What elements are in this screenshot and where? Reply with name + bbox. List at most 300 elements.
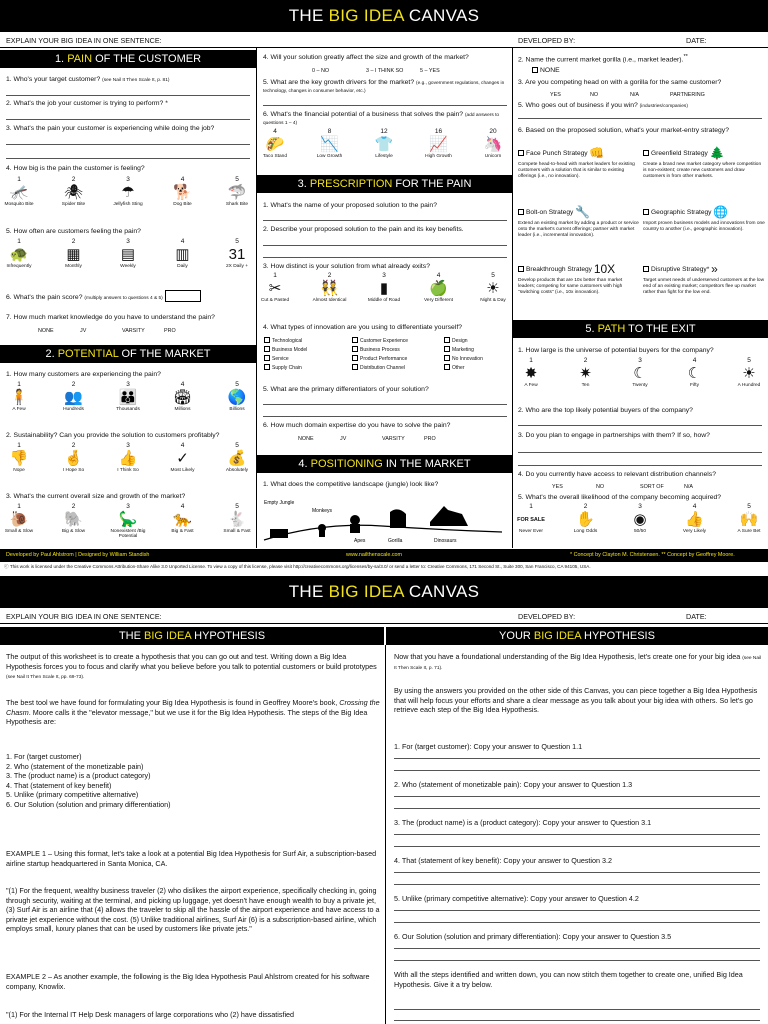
scale-option-thousands[interactable] <box>109 381 147 412</box>
dog-bite-icon: 🐕 <box>173 183 192 201</box>
scale-label: Cut & Pasted <box>260 297 290 303</box>
checkbox-other[interactable] <box>444 364 510 371</box>
answer-line[interactable] <box>394 846 760 847</box>
scale-option-absolutely[interactable] <box>218 442 256 473</box>
answer-line[interactable] <box>394 1020 760 1021</box>
strategy-name: Bolt-on Strategy <box>526 209 574 216</box>
acquisition-likelihood-scale[interactable] <box>512 503 768 534</box>
checkbox-square[interactable] <box>264 364 270 370</box>
strategy-description: Import proven business models and innovations from one country to another (i.e., geographic innovation). <box>643 221 765 233</box>
financial-potential-scale[interactable] <box>256 128 512 159</box>
hypothesis-right-header: YOUR BIG IDEA HYPOTHESIS <box>386 627 768 645</box>
option-n-a[interactable]: N/A <box>630 92 639 98</box>
scale-label: A Hundred <box>737 382 761 388</box>
right-q2: 2. Name the current market gorilla (i.e., market leader).** <box>518 54 688 64</box>
example-2-intro: EXAMPLE 2 – As another example, the following is the Big Idea Hypothesis Paul Ahlstrom created for his software company, Knowlix. <box>6 972 370 991</box>
scale-option-dog-bite[interactable] <box>164 176 202 207</box>
monthly-icon: ▦ <box>66 245 81 263</box>
developed-by-label: DEVELOPED BY: <box>518 612 576 621</box>
scale-label: Small & Slow <box>4 528 34 534</box>
hypothesis-steps-list <box>6 752 380 809</box>
scale-option-twenty[interactable] <box>621 357 659 388</box>
answer-line[interactable] <box>6 144 250 145</box>
path-q4: 4. Do you currently have access to relevant distribution channels? <box>518 471 716 478</box>
face-punch-strategy-icon: 👊 <box>589 146 605 160</box>
big-fast-icon: 🐆 <box>173 510 192 528</box>
market-affect-options[interactable] <box>312 68 492 74</box>
scale-number: 4 <box>180 503 185 510</box>
explain-label: EXPLAIN YOUR BIG IDEA IN ONE SENTENCE: <box>6 36 162 45</box>
answer-line[interactable] <box>518 465 762 466</box>
strategy-checkbox[interactable] <box>518 209 524 215</box>
checkbox-square[interactable] <box>264 355 270 361</box>
distinctness-scale[interactable] <box>256 272 512 303</box>
distribution-options[interactable] <box>552 484 752 490</box>
small-slow-icon: 🐌 <box>9 510 29 528</box>
checkbox-label: Supply Chain <box>272 365 302 371</box>
checkbox-square[interactable] <box>352 346 358 352</box>
option-partnering[interactable]: PARTNERING <box>670 92 705 98</box>
option-varsity[interactable]: VARSITY <box>122 328 145 334</box>
option-yes[interactable]: YES <box>552 484 563 490</box>
page-footer <box>0 549 768 562</box>
scale-label: Thousands <box>116 406 140 412</box>
license-text: ⓒ This work is licensed under the Creative Commons Attribution-Share Alike 3.0 Unported License. To view a copy of this license, please visit http://creativecommons.org/licenses/by-sa/3.0/ or send a letter to: Creative Commons, 171 Second St., Suite 300, San Francisco, CA 94105, USA. <box>4 564 591 569</box>
checkbox-business-model[interactable] <box>264 346 352 353</box>
answer-line[interactable] <box>263 257 507 258</box>
checkbox-product-performance[interactable] <box>352 355 444 362</box>
example-1-quote: "(1) For the frequent, wealthy business traveler (2) who dislikes the airport experience, specifically checking in, going through security, waiting at the terminal, and picking up luggage, yet doesn't have enough wealth to buy a private jet, (3) Surf Air is an airline that (4) allows the traveler to skip all the hassle of the airport experience and have access to a private jet experience without the cost. (5) Unlike traditional airlines, Surf Air (6) is a subscription-based airline, which employs small, luxury planes that can be used by customers like private jets." <box>6 886 380 933</box>
long-odds-icon: ✋ <box>576 510 595 528</box>
scale-option-jellyfish-sting[interactable] <box>109 176 147 207</box>
scale-number: 3 <box>126 238 130 245</box>
answer-line[interactable] <box>263 416 507 417</box>
strategy-disruptive-strategy[interactable] <box>643 262 765 296</box>
option-sort-of[interactable]: SORT OF <box>640 484 664 490</box>
developed-by-label: DEVELOPED BY: <box>518 36 576 45</box>
sustainability-scale[interactable] <box>0 442 256 473</box>
mid-q4: 4. Will your solution greatly affect the size and growth of the market? <box>263 54 469 61</box>
prescription-q5: 5. What are the primary differentiators of your solution? <box>263 386 429 393</box>
scale-number: 2 <box>71 238 76 245</box>
strategy-checkbox[interactable] <box>518 150 524 156</box>
scale-option-hundreds[interactable] <box>55 381 93 412</box>
scale-option-50-50[interactable] <box>621 503 659 534</box>
buyer-universe-scale[interactable] <box>512 357 768 388</box>
scale-label: Night & Day <box>480 297 506 303</box>
checkbox-technological[interactable] <box>264 337 352 344</box>
greenfield-strategy-icon: 🌲 <box>709 146 725 160</box>
scale-number: 2 <box>583 503 588 510</box>
2x-daily-icon: 31 <box>228 245 246 263</box>
step-item: 6. Our Solution (solution and primary differentiation) <box>6 799 171 809</box>
shark-bite-icon: 🦈 <box>227 183 247 201</box>
answer-line[interactable] <box>394 1009 760 1010</box>
scale-label: Almost Identical <box>312 297 347 303</box>
checkbox-customer-experience[interactable] <box>352 337 444 344</box>
mid-q5: 5. What are the key growth drivers for the market? (e.g., government regulations, changes in technology, changes in consumer behavior, etc.) <box>263 79 505 95</box>
customer-count-scale[interactable] <box>0 381 256 412</box>
scale-label: Dog Bite <box>173 201 192 207</box>
scale-number: 2 <box>71 381 76 388</box>
column-divider <box>512 48 513 548</box>
scale-option-small-slow[interactable] <box>0 503 38 539</box>
competing-options[interactable] <box>550 92 750 98</box>
positioning-section-header: 4. POSITIONING IN THE MARKET <box>257 455 512 473</box>
fill-in-item: 2. Who (statement of monetizable pain): Copy your answer to Question 1.3 <box>394 780 633 789</box>
scale-option-long-odds[interactable] <box>567 503 605 534</box>
checkbox-square[interactable] <box>352 355 358 361</box>
a-hundred-icon: ☀ <box>742 364 756 382</box>
option-no[interactable]: NO <box>590 92 599 98</box>
checkbox-label: Customer Experience <box>360 338 409 344</box>
option-no[interactable]: NO <box>596 484 605 490</box>
bolt-on-strategy-icon: 🔧 <box>575 205 591 219</box>
scale-option-almost-identical[interactable] <box>311 272 349 303</box>
scale-label: Never Ever <box>519 528 543 534</box>
market-knowledge-options[interactable] <box>38 328 238 334</box>
domain-expertise-options[interactable] <box>298 436 498 442</box>
scale-option-i-think-so[interactable] <box>109 442 147 473</box>
taco-stand-icon: 🌮 <box>265 135 285 153</box>
hundreds-icon: 👥 <box>64 388 83 406</box>
right-q5: 5. Who goes out of business if you win? (industries/companies) <box>518 102 688 109</box>
scale-label: Shark Bite <box>225 201 249 207</box>
checkbox-square[interactable] <box>444 355 450 361</box>
scale-option-unicorn[interactable] <box>474 128 512 159</box>
scale-number: 3 <box>126 442 130 449</box>
scale-label: Big & Slow <box>61 528 86 534</box>
option-varsity[interactable]: VARSITY <box>382 436 405 442</box>
date-label: DATE: <box>686 36 707 45</box>
step-item: 4. That (statement of key benefit) <box>6 780 112 790</box>
answer-line[interactable] <box>394 770 760 771</box>
scale-option-very-likely[interactable] <box>676 503 714 534</box>
billions-icon: 🌎 <box>227 388 247 406</box>
scale-option-a-hundred[interactable] <box>730 357 768 388</box>
checkbox-square[interactable] <box>444 337 450 343</box>
gorilla-none-option[interactable]: NONE <box>532 67 560 75</box>
strategy-face-punch-strategy[interactable] <box>518 146 640 180</box>
a-sure-bet-icon: 🙌 <box>739 510 759 528</box>
strategy-name: Disruptive Strategy* <box>651 266 710 273</box>
answer-line[interactable] <box>394 922 760 923</box>
scale-label: 50/50 <box>633 528 646 534</box>
scale-label: Big & Fast <box>171 528 194 534</box>
scale-option-monthly[interactable] <box>55 238 93 269</box>
scale-label: Mosquito Bite <box>4 201 34 207</box>
checkbox-square[interactable] <box>264 337 270 343</box>
scale-option-shark-bite[interactable] <box>218 176 256 207</box>
scale-label: Weekly <box>120 263 136 269</box>
scale-label: Fifty <box>689 382 700 388</box>
checkbox-supply-chain[interactable] <box>264 364 352 371</box>
scale-option-taco-stand[interactable] <box>256 128 294 159</box>
strategy-name: Breakthrough Strategy <box>526 266 592 273</box>
option-5-yes[interactable]: 5 – YES <box>420 68 440 74</box>
checkbox-distribution-channel[interactable] <box>352 364 444 371</box>
millions-icon: 🏟 <box>172 388 193 406</box>
scale-number: 5 <box>491 272 495 279</box>
scale-option-fifty[interactable] <box>676 357 714 388</box>
scale-label: Nope <box>13 467 25 473</box>
scale-option-i-hope-so[interactable] <box>55 442 93 473</box>
mosquito-bite-icon: 🦟 <box>9 183 29 201</box>
answer-line[interactable] <box>518 425 762 426</box>
pain-score-box[interactable] <box>165 290 201 302</box>
scale-label: 2X Daily + <box>226 263 248 269</box>
scale-number: 5 <box>235 442 239 449</box>
hypothesis-left-header: THE BIG IDEA HYPOTHESIS <box>0 627 384 645</box>
checkbox-square[interactable] <box>352 337 358 343</box>
scale-label: Monthly <box>65 263 82 269</box>
high-growth-icon: 📈 <box>429 135 448 153</box>
scale-number: 5 <box>235 503 239 510</box>
answer-line[interactable] <box>263 105 507 106</box>
pain-frequency-scale[interactable] <box>0 238 256 269</box>
scale-number: 4 <box>180 381 185 388</box>
pain-q1: 1. Who's your target customer? (see Nail It Then Scale It, p. 81) <box>6 76 170 83</box>
scale-number: 1 <box>17 381 21 388</box>
scale-number: 3 <box>382 272 386 279</box>
scale-number: 5 <box>235 238 239 245</box>
answer-line[interactable] <box>6 95 250 96</box>
checkbox-label: Other <box>452 365 465 371</box>
strategy-checkbox[interactable] <box>643 209 649 215</box>
very-different-icon: 🍏 <box>429 279 448 297</box>
strategy-greenfield-strategy[interactable] <box>643 146 765 180</box>
checkbox-label: Distribution Channel <box>360 365 406 371</box>
fill-in-item: 4. That (statement of key benefit): Copy your answer to Question 3.2 <box>394 856 613 865</box>
answer-line[interactable] <box>518 452 762 453</box>
scale-label: A Sure Bet <box>737 528 761 534</box>
strategy-name: Face Punch Strategy <box>526 150 588 157</box>
answer-line[interactable] <box>394 796 760 797</box>
disruptive-strategy-icon: » <box>711 262 718 276</box>
strategy-description: Develop products that are 10x better than market leaders; competing for same customers with high "switching costs" (i.e., 10x innovation). <box>518 278 623 295</box>
scale-option-nonexistent-big-potential[interactable] <box>109 503 147 539</box>
answer-line[interactable] <box>263 404 507 405</box>
checkbox-square[interactable] <box>352 364 358 370</box>
scale-option-spider-bite[interactable] <box>55 176 93 207</box>
example-2-quote: "(1) For the Internal IT Help Desk managers of large corporations who (2) have dissatisfied <box>6 1010 295 1019</box>
option-pro[interactable]: PRO <box>164 328 176 334</box>
option-yes[interactable]: YES <box>550 92 561 98</box>
right-instructions-paragraph: By using the answers you provided on the other side of this Canvas, you can piece together a Big Idea Hypothesis that will help focus your efforts and share a clear message as you talk about your big idea with others. So let's go retrieve each step of the Big Idea Hypothesis. <box>394 686 758 714</box>
scale-option-very-different[interactable] <box>420 272 458 303</box>
scale-option-daily[interactable] <box>164 238 202 269</box>
i-think-so-icon: 👍 <box>118 449 138 467</box>
scale-option-2x-daily[interactable] <box>218 238 256 269</box>
answer-line[interactable] <box>263 220 507 221</box>
strategy-checkbox[interactable] <box>643 266 649 272</box>
weekly-icon: ▤ <box>120 245 136 263</box>
most-likely-icon: ✓ <box>176 449 189 467</box>
answer-line[interactable] <box>394 758 760 759</box>
answer-line[interactable] <box>394 808 760 809</box>
intro-paragraph: The output of this worksheet is to create a hypothesis that you can go out and test. Writing down a Big Idea Hypothesis forces you to focus and clarify what you believe before you talk to potential customers or build prototypes (see Nail It Then Scale It, pp. 69-73). <box>6 652 377 680</box>
option-3-i-think-so[interactable]: 3 – I THINK SO <box>366 68 404 74</box>
answer-line[interactable] <box>394 960 760 961</box>
checkbox-no-innovation[interactable] <box>444 355 510 362</box>
option-pro[interactable]: PRO <box>424 436 436 442</box>
scale-number: 2 <box>327 272 332 279</box>
strategy-bolt-on-strategy[interactable] <box>518 205 640 239</box>
column-divider <box>385 645 386 1024</box>
checkbox-label: Service <box>272 356 289 362</box>
mid-q6: 6. What's the financial potential of a business that solves the pain? (add answers to questions 1 – 4) <box>263 111 500 127</box>
scale-option-a-few[interactable] <box>0 381 38 412</box>
scale-option-weekly[interactable] <box>109 238 147 269</box>
strategy-breakthrough-strategy[interactable] <box>518 262 640 296</box>
scale-label: Taco Stand <box>262 153 287 159</box>
potential-q1: 1. How many customers are experiencing the pain? <box>6 371 161 378</box>
answer-line[interactable] <box>263 245 507 246</box>
checkbox-marketing[interactable] <box>444 346 510 353</box>
infrequently-icon: 🐢 <box>9 245 29 263</box>
prescription-q3: 3. How distinct is your solution from what already exits? <box>263 263 430 270</box>
option-none[interactable]: NONE <box>38 328 54 334</box>
fill-in-item: 1. For (target customer): Copy your answer to Question 1.1 <box>394 742 583 751</box>
scale-label: Daily <box>177 263 188 269</box>
scale-label: Most Likely <box>170 467 195 473</box>
fill-in-item: 3. The (product name) is a (product category): Copy your answer to Question 3.1 <box>394 818 652 827</box>
scale-number: 2 <box>583 357 588 364</box>
checkbox-business-process[interactable] <box>352 346 444 353</box>
scale-option-small-fast[interactable] <box>218 503 256 539</box>
option-n-a[interactable]: N/A <box>684 484 693 490</box>
innovation-types-grid[interactable] <box>264 337 510 371</box>
checkbox-label: No Innovation <box>452 356 483 362</box>
strategy-geographic-strategy[interactable] <box>643 205 765 233</box>
strategy-description: Create a brand new market category where competition is non-existent; create new customers and draw customers in from other markets. <box>643 162 762 179</box>
right-q6: 6. Based on the proposed solution, what's your market-entry strategy? <box>518 127 729 134</box>
scale-number: 5 <box>747 357 751 364</box>
scale-label: Billions <box>229 406 245 412</box>
scale-label: Absolutely <box>225 467 249 473</box>
pain-section-header: 1. PAIN OF THE CUSTOMER <box>0 50 256 68</box>
scale-number: 1 <box>17 442 21 449</box>
scale-label: Low Growth <box>316 153 343 159</box>
checkbox-service[interactable] <box>264 355 352 362</box>
scale-number: 4 <box>180 442 185 449</box>
scale-option-never-ever[interactable] <box>512 503 550 534</box>
scale-label: Nonexistent /Big Potential <box>110 528 146 540</box>
strategy-name: Geographic Strategy <box>651 209 712 216</box>
answer-line[interactable] <box>394 872 760 873</box>
scale-option-cut-pasted[interactable] <box>256 272 294 303</box>
scale-number: 8 <box>327 128 332 135</box>
cut-pasted-icon: ✂ <box>268 279 282 297</box>
pain-q7: 7. How much market knowledge do you have to understand the pain? <box>6 314 215 321</box>
checkbox-square[interactable] <box>264 346 270 352</box>
option-none[interactable]: NONE <box>298 436 314 442</box>
scale-option-billions[interactable] <box>218 381 256 412</box>
scale-number: 1 <box>17 503 21 510</box>
scale-option-most-likely[interactable] <box>164 442 202 473</box>
a-few-icon: ✸ <box>524 364 538 382</box>
scale-option-millions[interactable] <box>164 381 202 412</box>
strategy-checkbox[interactable] <box>518 266 524 272</box>
very-likely-icon: 👍 <box>685 510 704 528</box>
small-fast-icon: 🐇 <box>227 510 247 528</box>
option-jv[interactable]: JV <box>80 328 87 334</box>
scale-number: 1 <box>17 176 21 183</box>
scale-number: 12 <box>380 128 388 135</box>
answer-line[interactable] <box>518 118 762 119</box>
scale-option-nope[interactable] <box>0 442 38 473</box>
scale-label: Spider Bite <box>61 201 86 207</box>
scale-option-a-few[interactable] <box>512 357 550 388</box>
scale-option-ten[interactable] <box>567 357 605 388</box>
scale-option-lifestyle[interactable] <box>365 128 403 159</box>
scale-number: 1 <box>529 357 533 364</box>
scale-number: 3 <box>126 503 130 510</box>
pain-size-scale[interactable] <box>0 176 256 207</box>
elevator-message-paragraph: The best tool we have found for formulating your Big Idea Hypothesis is found in Geoffrey Moore's book, Crossing the Chasm. Moore calls it the "elevator message," but we use it for the Big Idea Hypothesis. The steps of the Big Idea Hypothesis are: <box>6 698 380 726</box>
scale-option-a-sure-bet[interactable] <box>730 503 768 534</box>
strategy-description: Extend an existing market by adding a product or service onto the market's current offerings; partner with market leader (i.e., incremental innovation). <box>518 221 639 238</box>
never-ever-icon: FOR SALE <box>517 516 545 523</box>
right-intro-paragraph: Now that you have a foundational understanding of the Big Idea Hypothesis, let's create one for your big idea (see Nail It Then Scale It, p. 71). <box>394 652 762 672</box>
checkbox-square[interactable] <box>444 364 450 370</box>
i-hope-so-icon: 🤞 <box>64 449 83 467</box>
scale-label: High Growth <box>425 153 452 159</box>
answer-line[interactable] <box>6 158 250 159</box>
creative-commons-icon: ⓒ <box>4 564 9 569</box>
scale-option-high-growth[interactable] <box>420 128 458 159</box>
answer-line[interactable] <box>394 948 760 949</box>
scale-option-big-slow[interactable] <box>55 503 93 539</box>
date-label: DATE: <box>686 612 707 621</box>
market-size-scale[interactable] <box>0 503 256 539</box>
credits-text: Developed by Paul Ahlstrom | Designed by William Standish <box>6 552 150 558</box>
checkbox-square[interactable] <box>444 346 450 352</box>
ten-icon: ✷ <box>579 364 592 382</box>
scale-number: 2 <box>71 442 76 449</box>
positioning-q1: 1. What does the competitive landscape (jungle) look like? <box>263 481 439 488</box>
website-link[interactable]: www.nailthenscale.com <box>346 552 403 558</box>
low-growth-icon: 📉 <box>320 135 339 153</box>
scale-option-low-growth[interactable] <box>311 128 349 159</box>
pain-q2: 2. What's the job your customer is trying to perform? * <box>6 100 168 107</box>
answer-line[interactable] <box>394 884 760 885</box>
strategy-checkbox[interactable] <box>643 150 649 156</box>
scale-option-mosquito-bite[interactable] <box>0 176 38 207</box>
concept-credits: * Concept by Clayton M. Christensen. ** Concept by Geoffrey Moore. <box>570 552 735 558</box>
jungle-label-dinosaurs: Dinosaurs <box>434 538 457 544</box>
checkbox-design[interactable] <box>444 337 510 344</box>
scale-option-middle-of-road[interactable] <box>365 272 403 303</box>
scale-option-night-day[interactable] <box>474 272 512 303</box>
checkbox-label: Design <box>452 338 468 344</box>
jungle-label-monkeys: Monkeys <box>312 508 333 514</box>
night-day-icon: ☀ <box>486 279 500 297</box>
scale-label: Very Likely <box>682 528 707 534</box>
option-jv[interactable]: JV <box>340 436 347 442</box>
scale-option-infrequently[interactable] <box>0 238 38 269</box>
scale-label: A Few <box>524 382 538 388</box>
scale-label: Unicorn <box>484 153 502 159</box>
nonexistent-big-potential-icon: 🦕 <box>118 510 138 528</box>
scale-option-big-fast[interactable] <box>164 503 202 539</box>
scale-number: 5 <box>235 381 239 388</box>
answer-line[interactable] <box>6 119 250 120</box>
path-q2: 2. Who are the top likely potential buyers of the company? <box>518 407 693 414</box>
answer-line[interactable] <box>394 910 760 911</box>
option-0-no[interactable]: 0 – NO <box>312 68 330 74</box>
answer-line[interactable] <box>394 834 760 835</box>
